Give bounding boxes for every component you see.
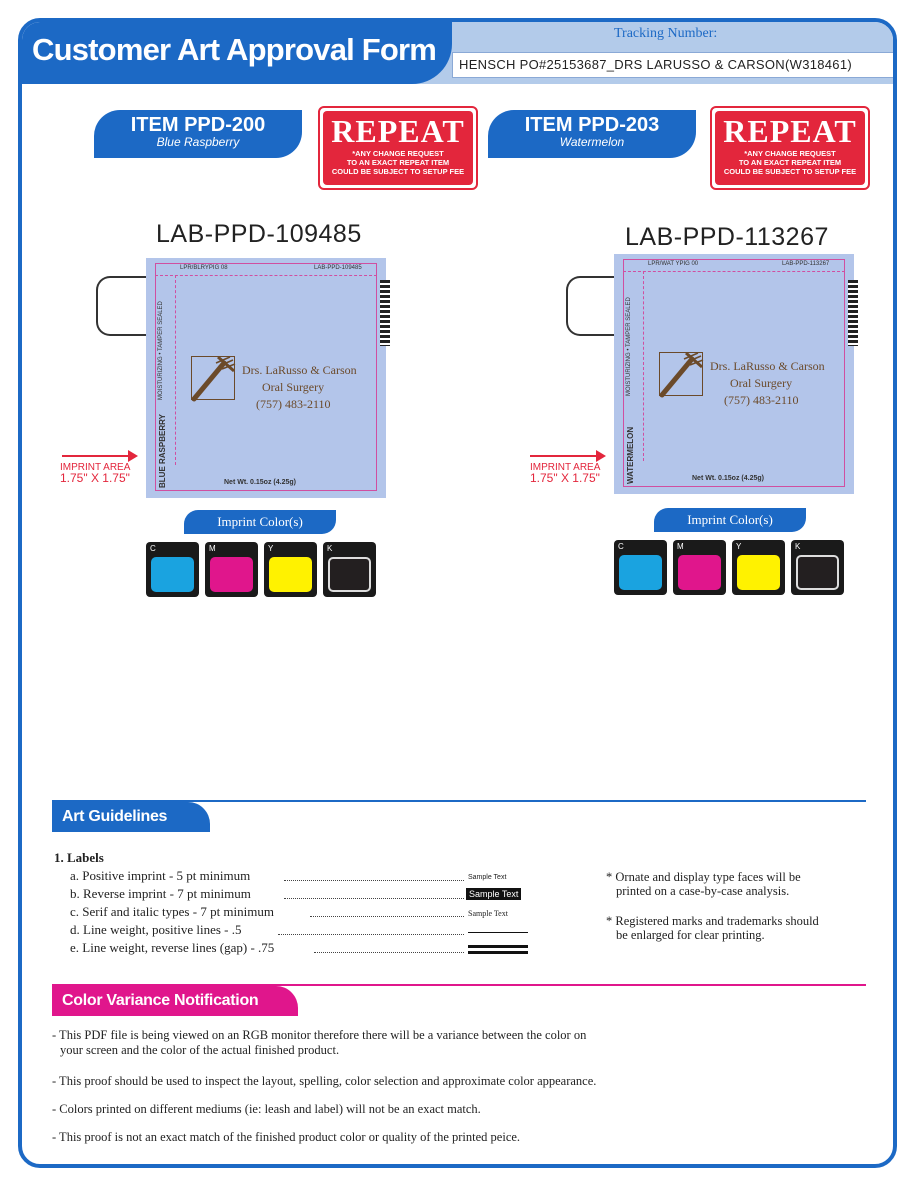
swatch-fill	[737, 555, 780, 590]
swatch-fill	[151, 557, 194, 592]
item-flavor: Blue Raspberry	[156, 135, 240, 149]
repeat-note-line: *ANY CHANGE REQUEST	[744, 149, 836, 158]
guide-row: c. Serif and italic types - 7 pt minimum	[70, 904, 274, 919]
dashed-guide	[623, 271, 845, 272]
repeat-stamp-2	[710, 106, 870, 190]
phone: (757) 483-2110	[724, 393, 799, 407]
repeat-note-line: COULD BE SUBJECT TO SETUP FEE	[331, 167, 465, 176]
tracking-number-field[interactable]: HENSCH PO#25153687_DRS LARUSSO & CARSON(W318461)	[452, 52, 896, 78]
variance-paragraph: - This proof should be used to inspect the layout, spelling, color selection and approximate color appearance.	[52, 1074, 597, 1088]
swatch-label: K	[795, 542, 801, 551]
arrow-right-icon	[62, 448, 138, 464]
leader-dots	[278, 934, 464, 935]
net-weight: Net Wt. 0.15oz (4.25g)	[224, 479, 296, 486]
imprint-area-label-2	[530, 462, 600, 484]
swatch-fill	[210, 557, 253, 592]
leader-dots	[284, 898, 464, 899]
swatch-label: C	[618, 542, 624, 551]
top-right-code: LAB-PPD-113267	[782, 261, 830, 267]
swatch-label: C	[150, 544, 156, 553]
side-text: MOISTURIZING • TAMPER SEALED	[158, 301, 164, 400]
swatch-black	[323, 542, 376, 597]
note-line: be enlarged for clear printing.	[616, 928, 765, 942]
swatch-fill	[328, 557, 371, 592]
imprint-area-text: IMPRINT AREA	[530, 462, 601, 473]
dashed-guide	[155, 275, 377, 276]
guide-heading: 1. Labels	[54, 850, 104, 865]
lab-id: LAB-PPD-109485	[156, 220, 362, 248]
toothbrush-logo-icon	[191, 356, 235, 400]
top-left-code: LPR/BLRYPIG 08	[180, 265, 228, 271]
leader-dots	[284, 880, 464, 881]
swatch-cyan	[146, 542, 199, 597]
swatch-label: Y	[736, 542, 742, 551]
note-line: * Registered marks and trademarks should	[606, 914, 819, 928]
form-frame	[18, 18, 897, 1168]
sample-line-positive	[468, 932, 528, 933]
repeat-stamp-1	[318, 106, 478, 190]
swatch-cyan	[614, 540, 667, 595]
swatch-fill	[619, 555, 662, 590]
item-code: ITEM PPD-200	[130, 114, 266, 136]
swatch-fill	[678, 555, 721, 590]
swatch-label: M	[677, 542, 684, 551]
repeat-note-line: TO AN EXACT REPEAT ITEM	[346, 158, 450, 167]
section-title: Art Guidelines	[52, 802, 210, 832]
side-text: MOISTURIZING • TAMPER SEALED	[626, 297, 632, 396]
flavor-vertical: BLUE RASPBERRY	[158, 414, 167, 488]
flavor-vertical: WATERMELON	[626, 426, 635, 484]
swatch-magenta	[673, 540, 726, 595]
barcode	[380, 280, 390, 346]
sample-serif: Sample Text	[468, 909, 508, 918]
note-line: * Ornate and display type faces will be	[606, 870, 801, 884]
variance-paragraph	[52, 1028, 812, 1058]
swatch-label: Y	[268, 544, 274, 553]
paragraph-line: - This PDF file is being viewed on an RGB monitor therefore there will be a variance between the color on	[52, 1028, 587, 1042]
tracking-label: Tracking Number:	[614, 26, 718, 41]
imprint-area-text: IMPRINT AREA	[60, 462, 131, 473]
sample-reverse: Sample Text	[466, 888, 521, 900]
guide-row: a. Positive imprint - 5 pt minimum	[70, 868, 251, 883]
swatch-yellow	[264, 542, 317, 597]
item-badge-2	[488, 110, 696, 158]
guide-row: b. Reverse imprint - 7 pt minimum	[70, 886, 251, 901]
swatch-fill	[269, 557, 312, 592]
net-weight: Net Wt. 0.15oz (4.25g)	[692, 475, 764, 482]
company-name: Drs. LaRusso & Carson	[242, 363, 357, 377]
barcode	[848, 280, 858, 346]
dashed-guide	[175, 275, 176, 465]
imprint-colors-label: Imprint Color(s)	[654, 508, 806, 532]
specialty: Oral Surgery	[262, 380, 325, 394]
sample-line-reverse	[468, 945, 528, 948]
note-line: printed on a case-by-case analysis.	[616, 884, 790, 898]
swatch-magenta	[205, 542, 258, 597]
variance-paragraph: - This proof is not an exact match of the finished product color or quality of the printed peice.	[52, 1130, 521, 1144]
paragraph-line: your screen and the color of the actual finished product.	[60, 1043, 340, 1057]
swatch-label: M	[209, 544, 216, 553]
guide-row: e. Line weight, reverse lines (gap) - .75	[70, 940, 275, 955]
specialty: Oral Surgery	[730, 376, 793, 390]
imprint-area-size: 1.75" X 1.75"	[60, 471, 130, 485]
title-block	[22, 22, 452, 84]
swatch-black	[791, 540, 844, 595]
repeat-word: REPEAT	[331, 113, 465, 149]
leader-dots	[310, 916, 464, 917]
page-title: Customer Art Approval Form	[32, 32, 437, 67]
repeat-note-line: *ANY CHANGE REQUEST	[352, 149, 444, 158]
sample-positive: Sample Text	[468, 874, 507, 881]
imprint-colors-label: Imprint Color(s)	[184, 510, 336, 534]
leader-dots	[314, 952, 464, 953]
repeat-note-line: COULD BE SUBJECT TO SETUP FEE	[723, 167, 857, 176]
top-left-code: LPR/WAT YPIG 00	[648, 261, 699, 267]
lab-id: LAB-PPD-113267	[625, 223, 829, 251]
variance-paragraph: - Colors printed on different mediums (ie: leash and label) will not be an exact match.	[52, 1102, 481, 1116]
repeat-note-line: TO AN EXACT REPEAT ITEM	[738, 158, 842, 167]
item-flavor: Watermelon	[559, 135, 625, 149]
company-name: Drs. LaRusso & Carson	[710, 359, 825, 373]
item-badge-1	[94, 110, 302, 158]
guideline-note	[606, 914, 819, 942]
label-proof-1	[146, 258, 386, 498]
imprint-area-label-1	[60, 462, 130, 484]
label-proof-2	[614, 254, 854, 494]
swatch-yellow	[732, 540, 785, 595]
swatch-label: K	[327, 544, 333, 553]
imprint-area-size: 1.75" X 1.75"	[530, 471, 600, 485]
guideline-note	[606, 870, 801, 898]
repeat-word: REPEAT	[723, 113, 857, 149]
sample-line-reverse	[468, 951, 528, 954]
guide-row: d. Line weight, positive lines - .5	[70, 922, 242, 937]
swatch-row-1	[146, 542, 386, 602]
top-right-code: LAB-PPD-109485	[314, 265, 362, 271]
phone: (757) 483-2110	[256, 397, 331, 411]
item-code: ITEM PPD-203	[524, 114, 660, 136]
swatch-row-2	[614, 540, 854, 600]
toothbrush-logo-icon	[659, 352, 703, 396]
dashed-guide	[643, 271, 644, 461]
swatch-fill	[796, 555, 839, 590]
arrow-right-icon	[530, 448, 606, 464]
section-title: Color Variance Notification	[52, 986, 298, 1016]
